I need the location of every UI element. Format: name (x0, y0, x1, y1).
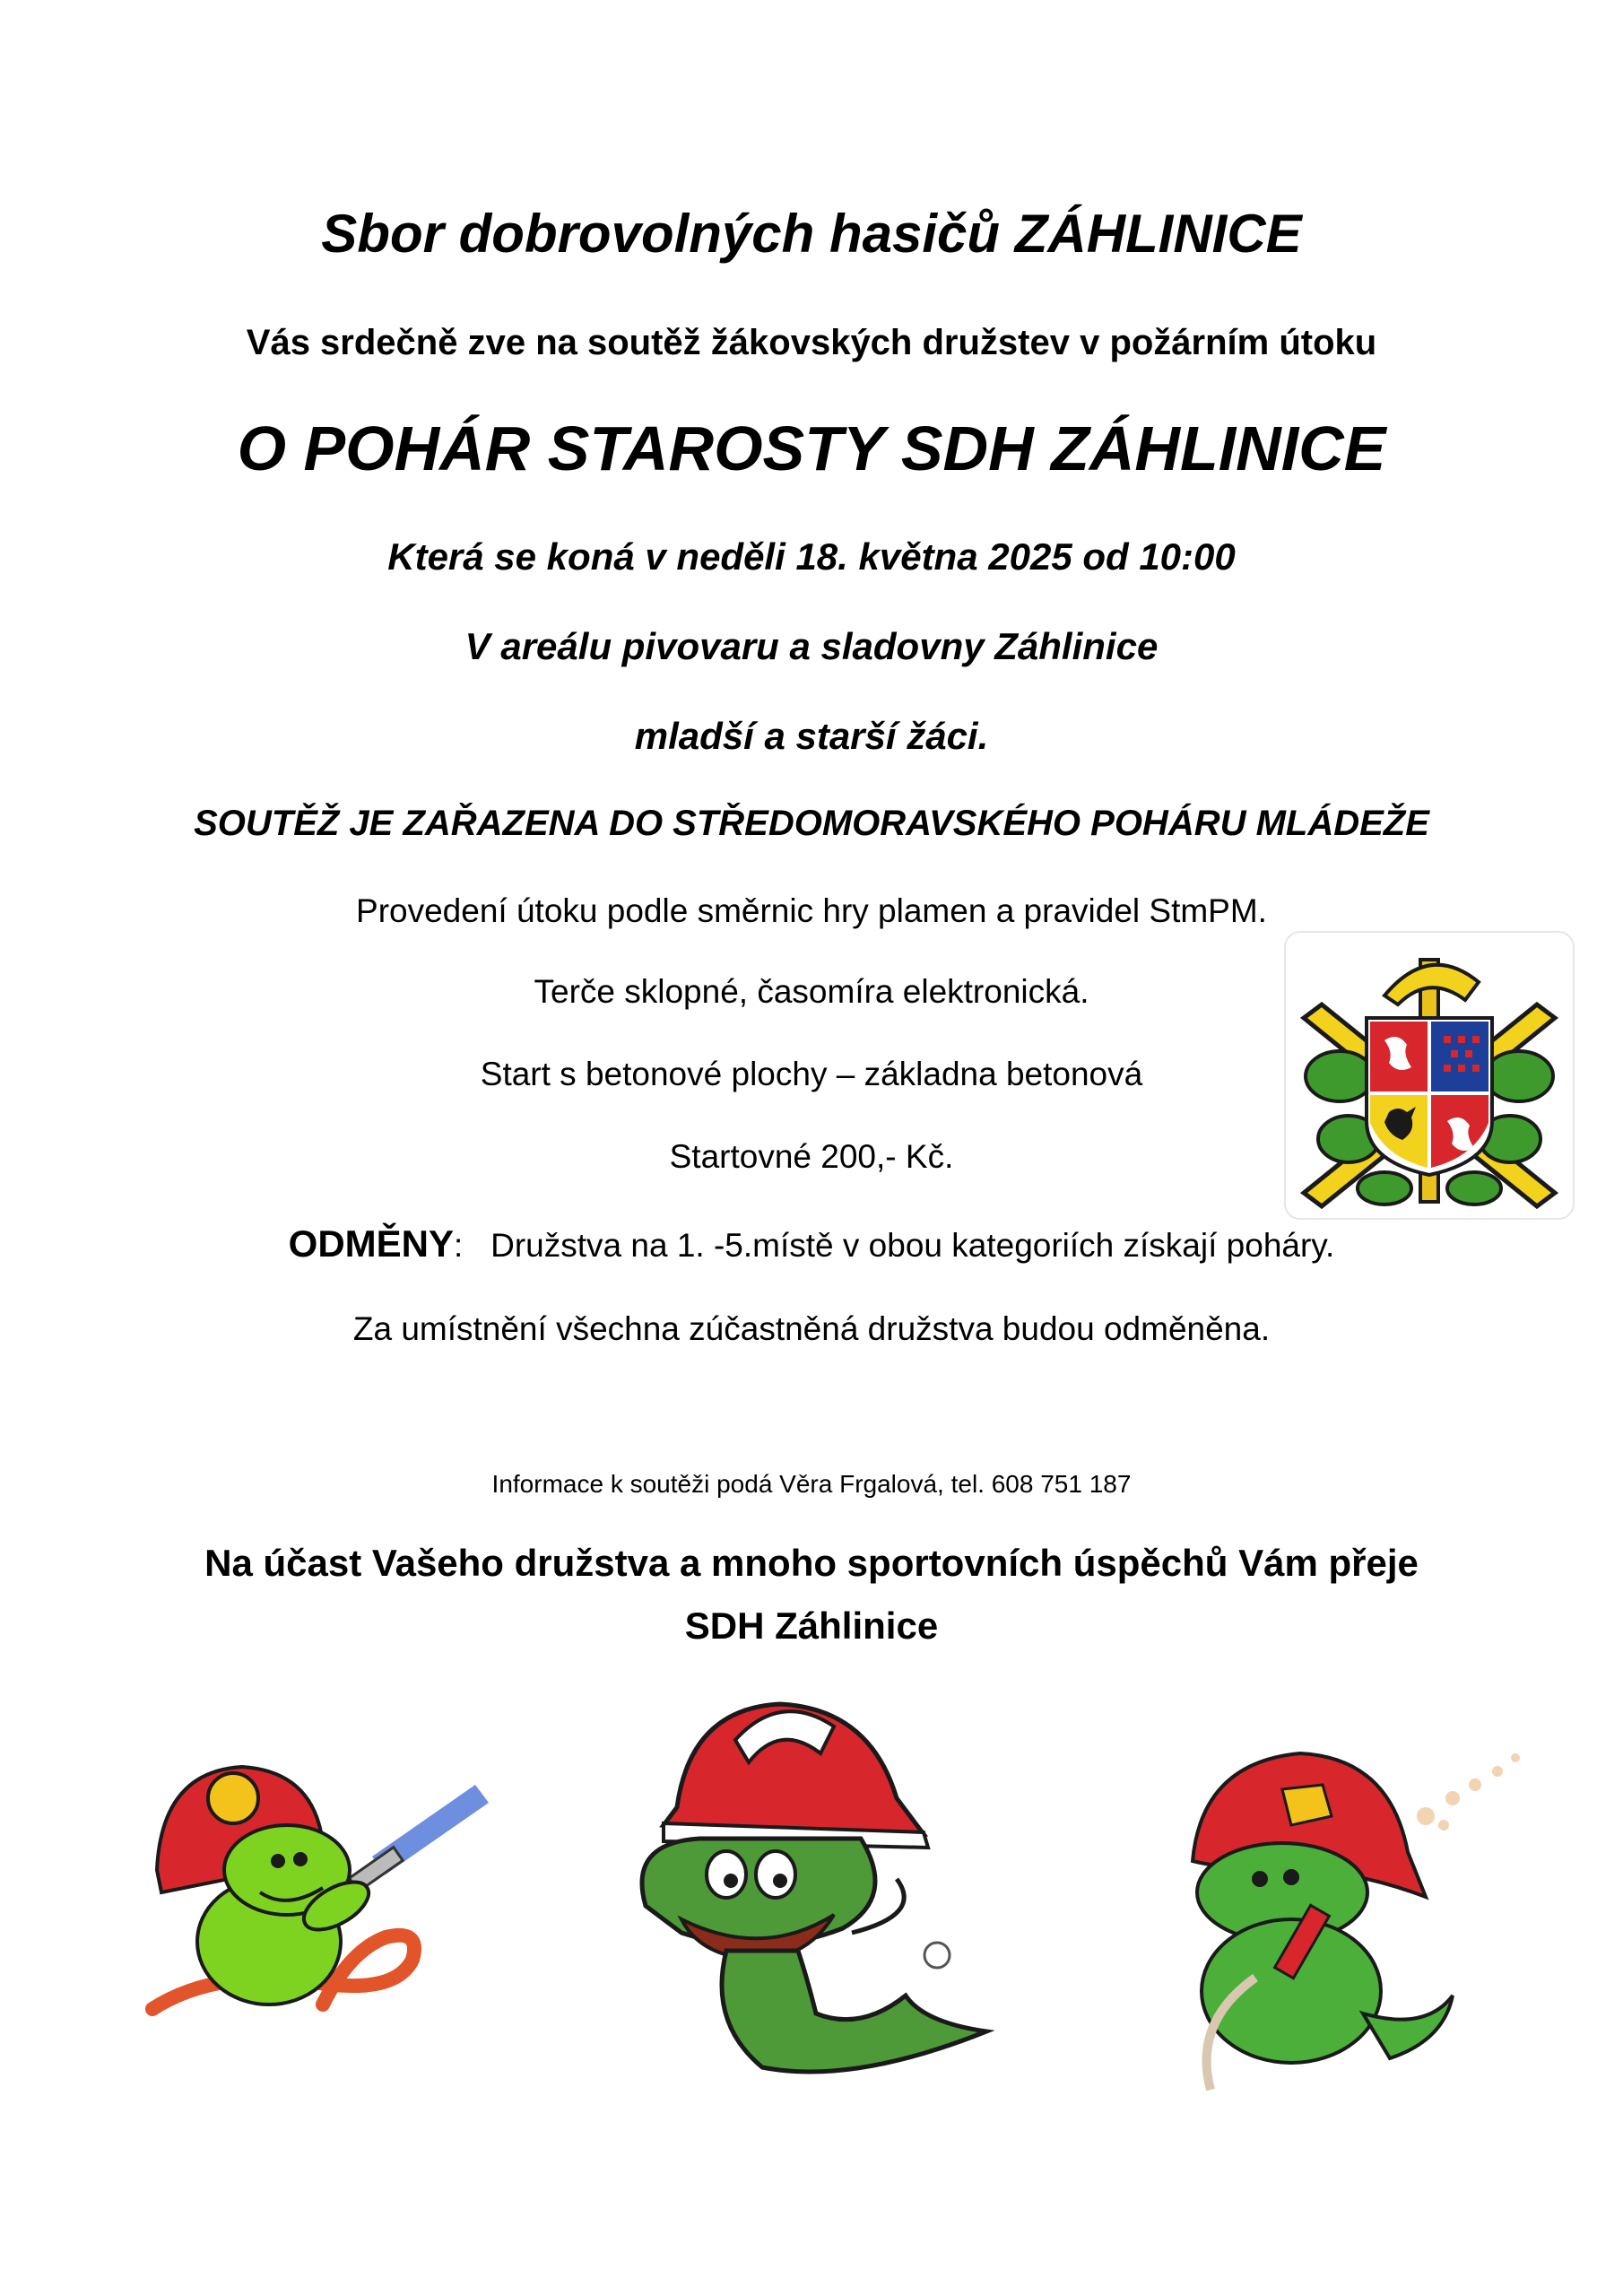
venue-line: V areálu pivovaru a sladovny Záhlinice (464, 625, 1159, 667)
date-line: Která se koná v neděli 18. května 2025 od 10:00 (387, 535, 1236, 578)
firefighter-emblem-icon (1284, 931, 1575, 1220)
rule-line: Startovné 200,- Kč. (669, 1138, 954, 1175)
rewards-line (0, 1223, 1623, 1265)
dragon-with-hose-icon (143, 1735, 502, 2040)
closing-signature: SDH Záhlinice (684, 1605, 939, 1647)
rule-line: Start s betonové plochy – základna betonová (480, 1056, 1143, 1092)
closing-wish-line: Na účast Vašeho družstva a mnoho sportovních úspěchů Vám přeje (204, 1542, 1419, 1584)
participation-line: Za umístnění všechna zúčastněná družstva budou odměněna. (352, 1310, 1271, 1347)
cup-title: O POHÁR STAROSTY SDH ZÁHLINICE (237, 413, 1386, 483)
rule-line: Provedení útoku podle směrnic hry plamen a pravidel StmPM. (356, 892, 1267, 929)
dragon-with-helmet-icon (628, 1691, 1031, 2085)
league-line: SOUTĚŽ JE ZAŘAZENA DO STŘEDOMORAVSKÉHO POHÁRU MLÁDEŽE (194, 804, 1429, 843)
organization-title: Sbor dobrovolných hasičů ZÁHLINICE (321, 204, 1302, 264)
rewards-text: Družstva na 1. -5.místě v obou kategoriích získají poháry. (490, 1227, 1335, 1264)
categories-line: mladší a starší žáci. (634, 715, 989, 757)
invitation-line: Vás srdečně zve na soutěž žákovských družstev v požárním útoku (246, 323, 1377, 362)
rewards-colon: : (454, 1227, 464, 1264)
rule-line: Terče sklopné, časomíra elektronická. (534, 973, 1089, 1010)
dragon-with-nozzle-icon (1157, 1735, 1533, 2094)
contact-info: Informace k soutěži podá Věra Frgalová, tel. 608 751 187 (491, 1470, 1132, 1498)
rewards-label: ODMĚNY (288, 1222, 455, 1265)
